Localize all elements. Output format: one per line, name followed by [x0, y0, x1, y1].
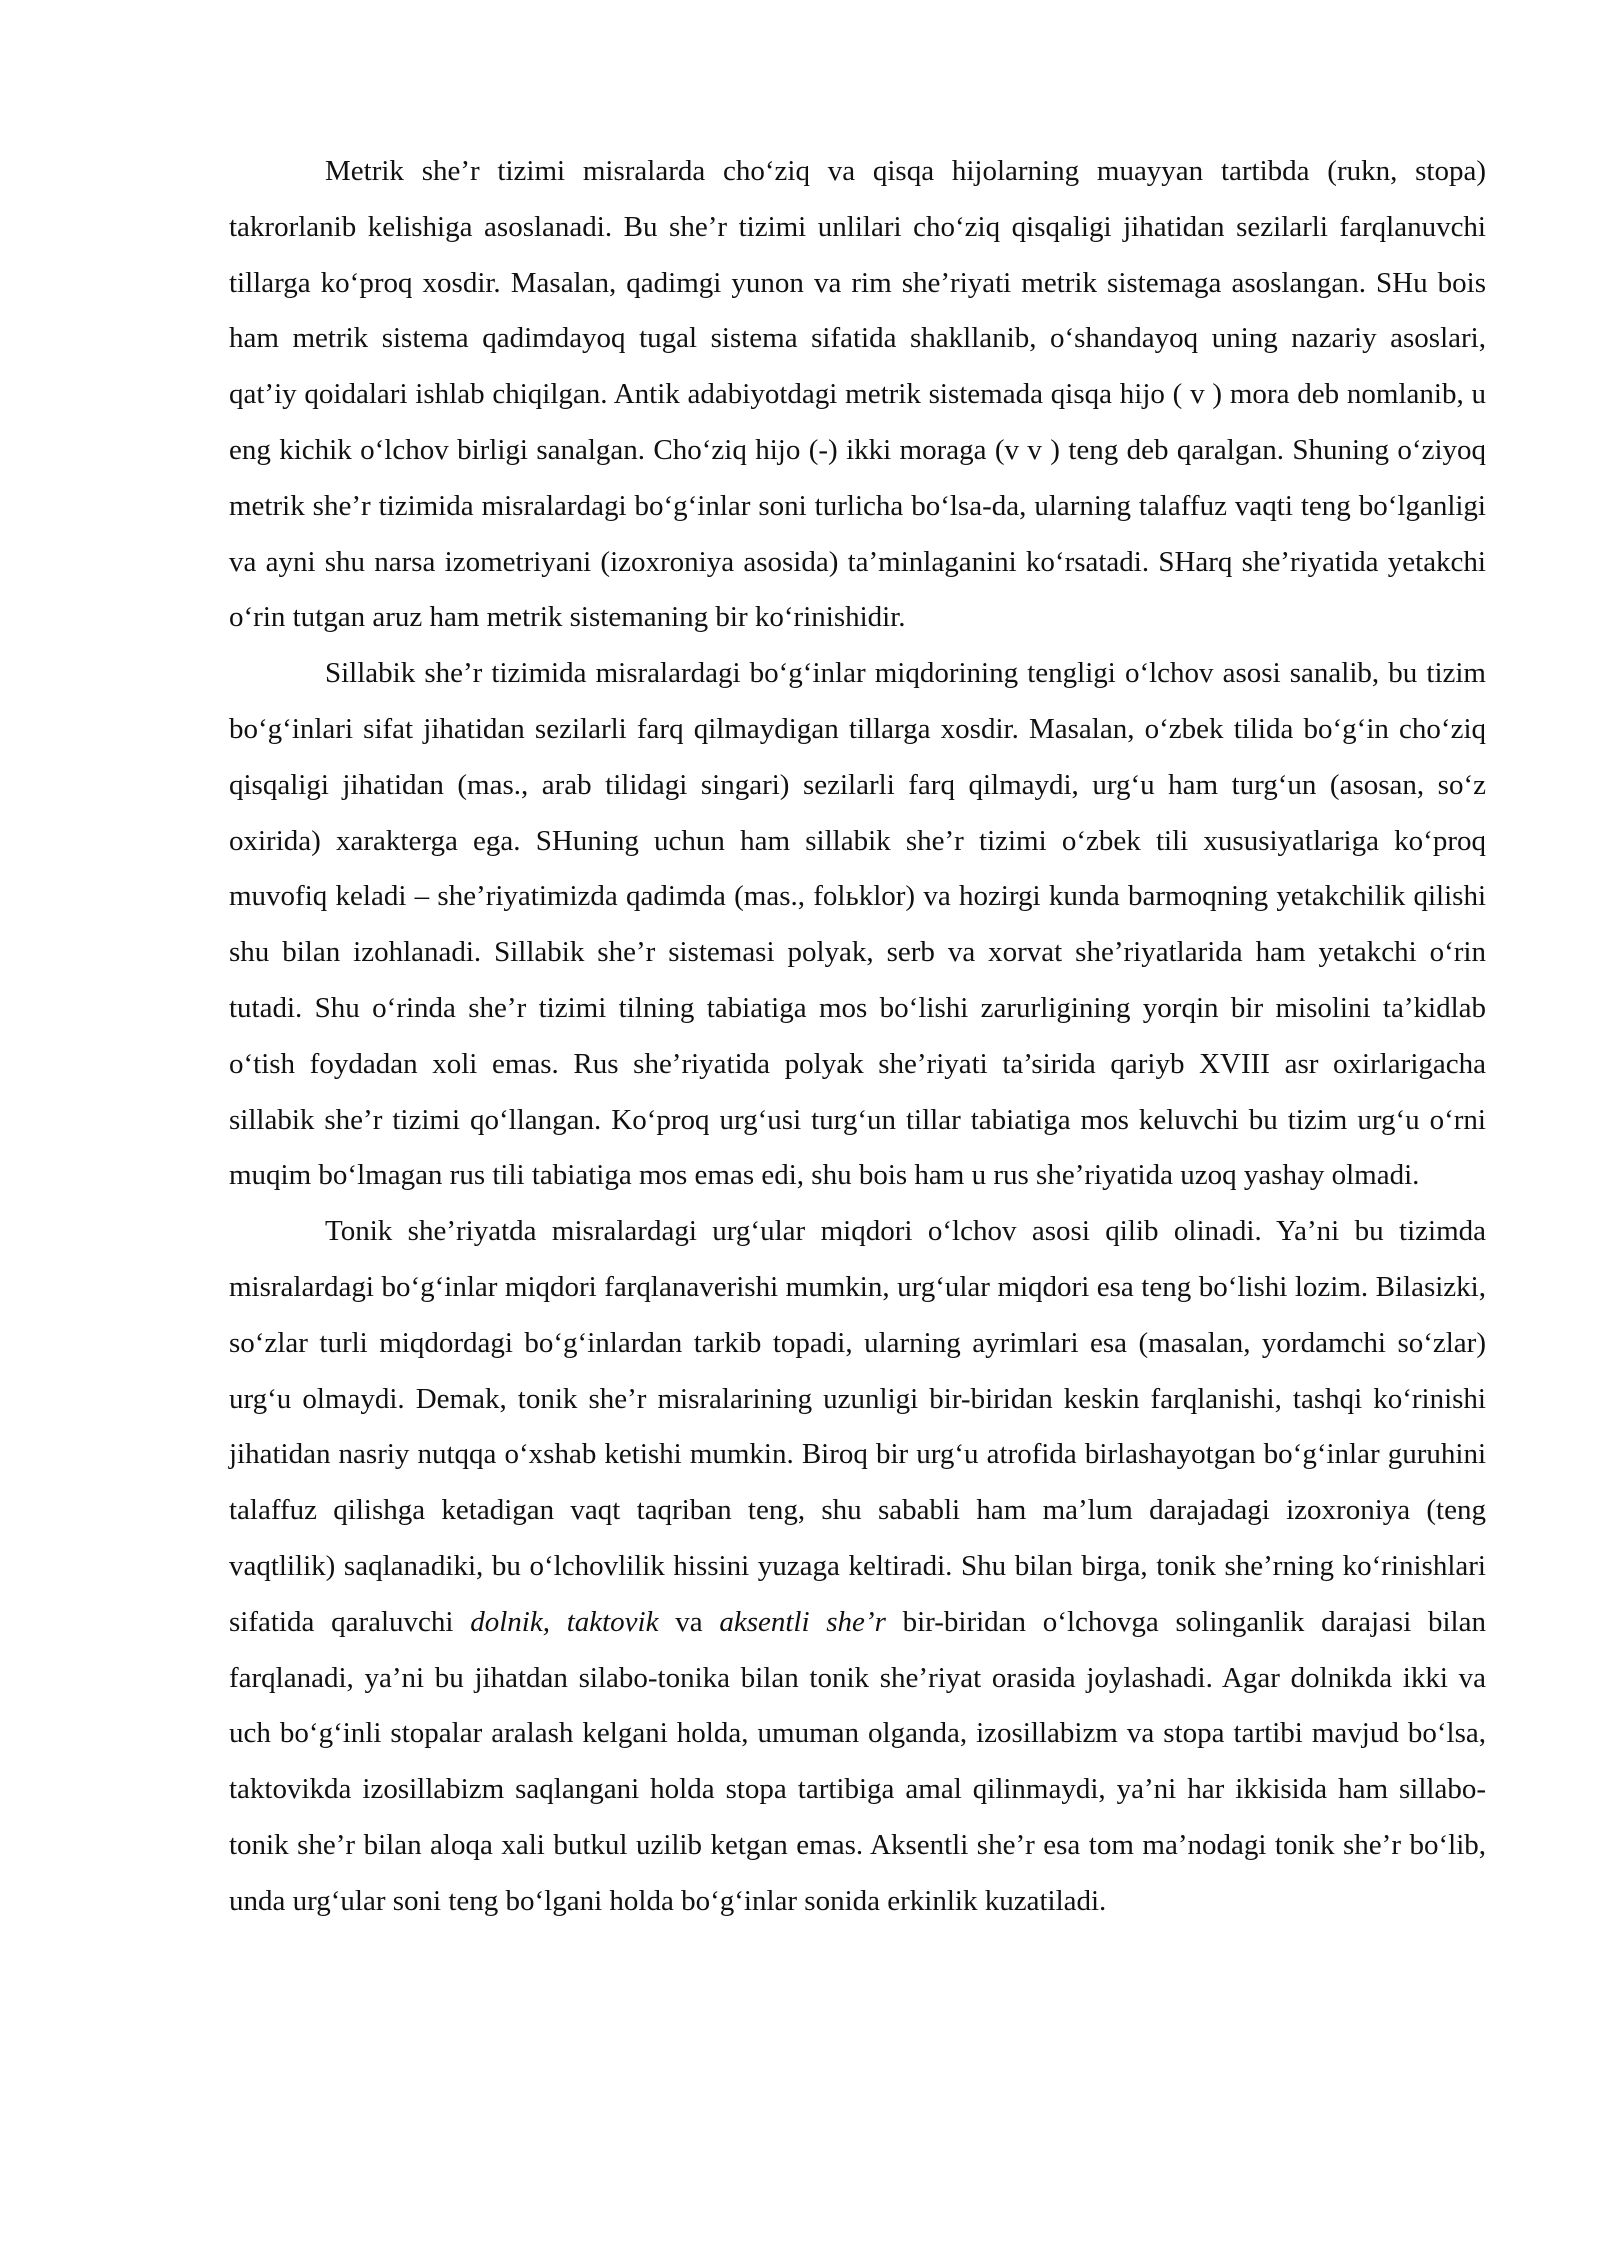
text-span: va	[658, 1605, 720, 1638]
document-page	[229, 144, 1486, 1930]
text-span: bir-biridan o‘lchovga solinganlik darajasi bilan farqlanadi, ya’ni bu jihatdan silabo-tonika bilan tonik she’riyat orasida joylashadi. Agar dolnikda ikki va uch bo‘g‘inli stopalar aralash kelgani holda, umuman olganda, izosillabizm va stopa tartibi mavjud bo‘lsa, taktovikda izosillabizm saqlangani holda stopa tartibiga amal qilinmaydi, ya’ni har ikkisida ham sillabo-tonik she’r bilan aloqa xali butkul uzilib ketgan emas. Aksentli she’r esa tom ma’nodagi tonik she’r bo‘lib, unda urg‘ular soni teng bo‘lgani holda bo‘g‘inlar sonida erkinlik kuzatiladi.	[229, 1605, 1486, 1917]
paragraph-syllabic-verse: Sillabik she’r tizimida misralardagi bo‘g‘inlar miqdorining tengligi o‘lchov asosi sanalib, bu tizim bo‘g‘inlari sifat jihatidan sezilarli farq qilmaydigan tillarga xosdir. Masalan, o‘zbek tilida bo‘g‘in cho‘ziq qisqaligi jihatidan (mas., arab tilidagi singari) sezilarli farq qilmaydi, urg‘u ham turg‘un (asosan, so‘z oxirida) xarakterga ega. SHuning uchun ham sillabik she’r tizimi o‘zbek tili xususiyatlariga ko‘proq muvofiq keladi – she’riyatimizda qadimda (mas., folьklor) va hozirgi kunda barmoqning yetakchilik qilishi shu bilan izohlanadi. Sillabik she’r sistemasi polyak, serb va xorvat she’riyatlarida ham yetakchi o‘rin tutadi. Shu o‘rinda she’r tizimi tilning tabiatiga mos bo‘lishi zarurligining yorqin bir misolini ta’kidlab o‘tish foydadan xoli emas. Rus she’riyatida polyak she’riyati ta’sirida qariyb XVIII asr oxirlarigacha sillabik she’r tizimi qo‘llangan. Ko‘proq urg‘usi turg‘un tillar tabiatiga mos keluvchi bu tizim urg‘u o‘rni muqim bo‘lmagan rus tili tabiatiga mos emas edi, shu bois ham u rus she’riyatida uzoq yashay olmadi.	[229, 657, 1486, 1192]
text-span: Tonik she’riyatda misralardagi urg‘ular miqdori o‘lchov asosi qilib olinadi. Ya’ni bu tizimda misralardagi bo‘g‘inlar miqdori farqlanaverishi mumkin, urg‘ular miqdori esa teng bo‘lishi lozim. Bilasizki, so‘zlar turli miqdordagi bo‘g‘inlardan tarkib topadi, ularning ayrimlari esa (masalan, yordamchi so‘zlar) urg‘u olmaydi. Demak, tonik she’r misralarining uzunligi bir-biridan keskin farqlanishi, tashqi ko‘rinishi jihatidan nasriy nutqqa o‘xshab ketishi mumkin. Biroq bir urg‘u atrofida birlashayotgan bo‘g‘inlar guruhini talaffuz qilishga ketadigan vaqt taqriban teng, shu sababli ham ma’lum darajadagi izoxroniya (teng vaqtlilik) saqlanadiki, bu o‘lchovlilik hissini yuzaga keltiradi. Shu bilan birga, tonik she’rning ko‘rinishlari sifatida qaraluvchi	[229, 1215, 1486, 1638]
paragraph-metric-verse: Metrik she’r tizimi misralarda cho‘ziq va qisqa hijolarning muayyan tartibda (rukn, stopa) takrorlanib kelishiga asoslanadi. Bu she’r tizimi unlilari cho‘ziq qisqaligi jihatidan sezilarli farqlanuvchi tillarga ko‘proq xosdir. Masalan, qadimgi yunon va rim she’riyati metrik sistemaga asoslangan. SHu bois ham metrik sistema qadimdayoq tugal sistema sifatida shakllanib, o‘shandayoq uning nazariy asoslari, qat’iy qoidalari ishlab chiqilgan. Antik adabiyotdagi metrik sistemada qisqa hijo ( v ) mora deb nomlanib, u eng kichik o‘lchov birligi sanalgan. Cho‘ziq hijo (-) ikki moraga (v v ) teng deb qaralgan. Shuning o‘ziyoq metrik she’r tizimida misralardagi bo‘g‘inlar soni turlicha bo‘lsa-da, ularning talaffuz vaqti teng bo‘lganligi va ayni shu narsa izometriyani (izoxroniya asosida) ta’minlaganini ko‘rsatadi. SHarq she’riyatida yetakchi o‘rin tutgan aruz ham metrik sistemaning bir ko‘rinishidir.	[229, 155, 1486, 634]
paragraph-tonic-verse	[229, 1204, 1486, 1929]
italic-term-dolnik-taktovik: dolnik, taktovik	[470, 1605, 659, 1638]
italic-term-aksentli: aksentli she’r	[719, 1605, 886, 1638]
